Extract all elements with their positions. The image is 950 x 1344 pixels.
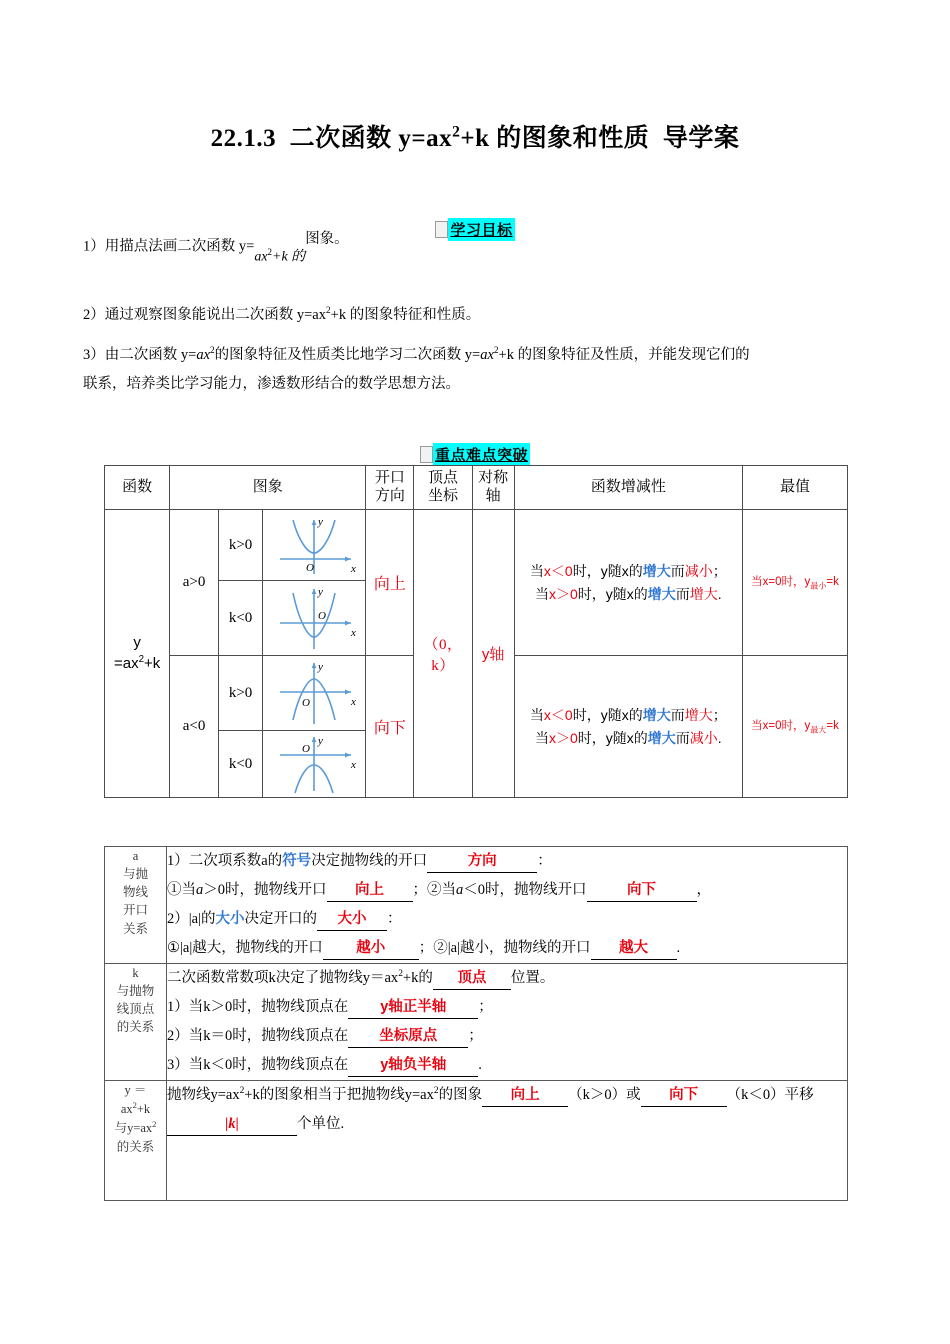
section-relation-line-1: 抛物线$y=ax^2+k$的图象相当于把抛物线$y=ax^2$的图象 向上 （k＞0）或 向下 （k＜0）平移 <box>167 1081 847 1110</box>
parabola-svg-4 <box>266 733 362 795</box>
answer-a-negative-opening[interactable]: 向下 <box>587 883 697 902</box>
title-tail: +k 的图象和性质 <box>460 125 650 152</box>
graph-parabola-down-vertex-below <box>263 731 366 798</box>
extremum-max-sub: 最大 <box>810 725 827 735</box>
mono-pos-line1: 当x＜0时，y随x的增大而减小； <box>529 563 727 580</box>
properties-table <box>104 465 848 798</box>
svg-text:y: y <box>318 586 324 598</box>
graph-parabola-up-vertex-above <box>263 510 366 581</box>
svg-text:O: O <box>318 610 327 622</box>
section-k-line-4: 3）当k＜0时，抛物线顶点在 y轴负半轴 . <box>167 1051 847 1080</box>
page-title <box>0 118 950 154</box>
section-k-label: k 与抛物 线顶点 的关系 <box>105 964 167 1081</box>
section-a-row <box>105 847 848 964</box>
function-k: +k <box>144 655 161 672</box>
section-k-row <box>105 964 848 1081</box>
section-relation-label: y ＝ $ax^2+k$ 与$y=ax^2$ 的关系 <box>105 1081 167 1201</box>
objective-1-suffix: 图象。 <box>305 230 349 247</box>
header-opening-direction: 开口 方向 <box>366 466 414 510</box>
section-a-line-4: ①|a|越大，抛物线的开口 越小 ；②|a|越小，抛物线的开口 越大 . <box>167 934 847 963</box>
extremum-min-text: 当x=0时，y <box>751 576 811 589</box>
answer-a-positive-opening[interactable]: 向上 <box>327 883 413 902</box>
answer-abs-large-opening[interactable]: 越小 <box>323 941 419 960</box>
graph-parabola-down-vertex-above <box>263 656 366 731</box>
answer-vertex[interactable]: 顶点 <box>433 971 511 990</box>
svg-text:x: x <box>351 563 357 575</box>
extremum-min-cell <box>742 510 847 656</box>
function-formula-cell <box>105 510 170 798</box>
header-axis: 对称 轴 <box>472 466 514 510</box>
mono-pos-line2: 当x＞0时，y随x的增大而增大. <box>534 585 722 602</box>
svg-text:O: O <box>302 743 311 755</box>
key-points-banner <box>0 443 950 466</box>
section-k-line-3: 2）当k＝0时，抛物线顶点在 坐标原点 ； <box>167 1022 847 1051</box>
section-k-line-1: 二次函数常数项k决定了抛物线$y=ax^2+k$的 顶点 位置。 <box>167 964 847 993</box>
section-relation-body <box>167 1081 848 1201</box>
objective-2-tail: +k 的图象特征和性质。 <box>330 306 481 323</box>
header-vertex: 顶点 坐标 <box>414 466 472 510</box>
title-main: 二次函数 y=ax <box>289 125 453 152</box>
k-condition: k>0 <box>218 510 262 581</box>
svg-text:x: x <box>351 627 357 639</box>
parabola-svg-3 <box>266 658 362 728</box>
banner-box-icon <box>435 221 448 238</box>
k-condition: k<0 <box>218 581 262 656</box>
objective-3-exp2: 2 <box>493 345 499 356</box>
answer-abs-small-opening[interactable]: 越大 <box>591 941 677 960</box>
a-condition-negative: a<0 <box>170 656 219 798</box>
extremum-max-cell <box>742 656 847 798</box>
section-a-body <box>167 847 848 964</box>
svg-text:O: O <box>306 562 315 574</box>
answer-k-zero-vertex[interactable]: 坐标原点 <box>348 1029 468 1048</box>
objective-3-b: 的图象特征及性质类比地学习二次函数 y= <box>214 346 481 363</box>
k-condition: k>0 <box>218 656 262 731</box>
extremum-min-sub: 最小 <box>810 581 827 591</box>
answer-shift-down[interactable]: 向下 <box>641 1088 727 1107</box>
graph-parabola-up-vertex-below <box>263 581 366 656</box>
extremum-max-post: =k <box>826 720 839 733</box>
answer-direction[interactable]: 方向 <box>427 854 537 873</box>
vertex-value-cell: （0，k） <box>414 510 472 798</box>
objective-1-formula-tail: +k 的 <box>272 249 306 265</box>
objective-3-a: 3）由二次函数 y= <box>83 346 197 363</box>
header-graph: 图象 <box>170 466 366 510</box>
objective-3-ax2: ax <box>480 346 494 363</box>
svg-text:y: y <box>318 735 324 747</box>
objective-item-3 <box>83 341 873 399</box>
title-number: 22.1.3 <box>210 125 277 152</box>
monotonicity-positive-cell <box>514 510 742 656</box>
objective-3-ax: ax <box>196 346 210 363</box>
axis-value-cell: y轴 <box>472 510 514 798</box>
section-relation-row <box>105 1081 848 1201</box>
extremum-max-text: 当x=0时，y <box>751 720 811 733</box>
direction-up-cell: 向上 <box>366 510 414 656</box>
section-a-label: a 与抛 物线 开口 关系 <box>105 847 167 964</box>
answer-k-negative-vertex[interactable]: y轴负半轴 <box>348 1058 478 1077</box>
mono-neg-line1: 当x＜0时，y随x的增大而增大； <box>529 707 727 724</box>
section-a-line-1: 1）二次项系数a的符号决定抛物线的开口 方向 ： <box>167 847 847 876</box>
svg-text:y: y <box>318 661 324 673</box>
learning-objectives-label: 学习目标 <box>448 218 514 241</box>
direction-down-cell: 向下 <box>366 656 414 798</box>
objective-2-text: 2）通过观察图象能说出二次函数 y=ax <box>83 306 326 323</box>
objective-3-exp1: 2 <box>210 345 215 356</box>
svg-text:y: y <box>318 516 324 528</box>
section-relation-line-2: |k| 个单位. <box>167 1110 847 1139</box>
objective-item-2 <box>83 306 873 324</box>
answer-shift-amount[interactable]: |k| <box>167 1117 297 1136</box>
svg-text:x: x <box>351 759 357 771</box>
fill-in-tables <box>104 846 848 1201</box>
svg-text:x: x <box>351 696 357 708</box>
section-a-line-2: ①当a＞0时，抛物线开口 向上 ；②当a＜0时，抛物线开口 向下 ， <box>167 876 847 905</box>
a-condition-positive: a>0 <box>170 510 219 656</box>
parabola-svg-1 <box>266 512 362 578</box>
section-k-line-2: 1）当k＞0时，抛物线顶点在 y轴正半轴 ； <box>167 993 847 1022</box>
svg-text:O: O <box>302 697 311 709</box>
section-k-body <box>167 964 848 1081</box>
header-function: 函数 <box>105 466 170 510</box>
answer-k-positive-vertex[interactable]: y轴正半轴 <box>348 1000 478 1019</box>
mono-neg-line2: 当x＞0时，y随x的增大而减小. <box>534 729 722 746</box>
answer-shift-up[interactable]: 向上 <box>482 1088 568 1107</box>
extremum-min-post: =k <box>826 576 839 589</box>
monotonicity-negative-cell <box>514 656 742 798</box>
objective-1-formula: ax <box>254 249 268 265</box>
answer-size[interactable]: 大小 <box>317 912 387 931</box>
banner-box-icon-2 <box>420 446 433 463</box>
function-y: y <box>133 633 141 651</box>
function-ax: =ax <box>113 655 139 672</box>
objective-3-c: +k 的图象特征及性质，并能发现它们的 <box>498 346 750 363</box>
k-condition: k<0 <box>218 731 262 798</box>
title-suffix: 导学案 <box>662 125 740 152</box>
header-monotonicity: 函数增减性 <box>514 466 742 510</box>
objective-3-line2: 联系，培养类比学习能力，渗透数形结合的数学思想方法。 <box>83 375 460 392</box>
objective-1-prefix: 1）用描点法画二次函数 y= <box>83 238 255 255</box>
section-a-line-3: 2）|a|的大小决定开口的 大小 ： <box>167 905 847 934</box>
key-points-label: 重点难点突破 <box>433 443 530 466</box>
table-row <box>105 510 848 581</box>
objective-2-exp: 2 <box>326 306 331 316</box>
objective-1-formula-exp: 2 <box>267 247 273 257</box>
function-exp: 2 <box>138 654 145 665</box>
header-extremum: 最值 <box>742 466 847 510</box>
title-exponent: 2 <box>452 123 461 141</box>
table-header-row <box>105 466 848 510</box>
parabola-svg-2 <box>266 583 362 653</box>
